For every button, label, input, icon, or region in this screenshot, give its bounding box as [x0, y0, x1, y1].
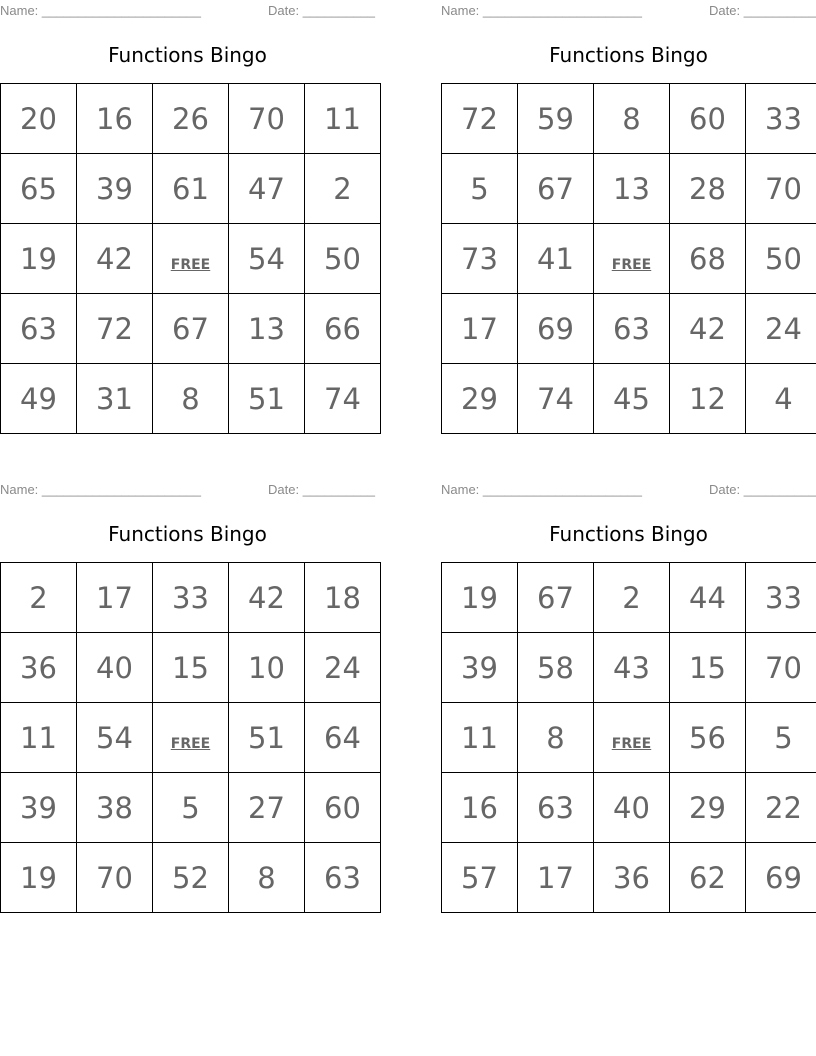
bingo-cell: 70 — [746, 633, 816, 703]
bingo-cell: 11 — [1, 703, 77, 773]
bingo-cell: 66 — [305, 294, 381, 364]
grid-row — [442, 703, 816, 773]
card-title: Functions Bingo — [549, 522, 708, 546]
bingo-cell: 20 — [1, 84, 77, 154]
bingo-cell: 26 — [153, 84, 229, 154]
bingo-cell: 63 — [1, 294, 77, 364]
bingo-cell: 60 — [305, 773, 381, 843]
bingo-cell: 8 — [518, 703, 594, 773]
free-space-cell — [153, 224, 229, 294]
bingo-cell: 64 — [305, 703, 381, 773]
bingo-cell: 40 — [77, 633, 153, 703]
bingo-cell: 42 — [229, 563, 305, 633]
bingo-cell: 45 — [594, 364, 670, 434]
name-date-row — [0, 482, 375, 498]
name-field-label: Name: ______________________ — [0, 3, 201, 18]
name-date-row — [0, 3, 375, 19]
date-field-label: Date: __________ — [268, 3, 375, 18]
bingo-cell: 2 — [1, 563, 77, 633]
free-space-label: FREE — [170, 256, 211, 273]
bingo-cell: 70 — [746, 154, 816, 224]
grid-row — [442, 773, 816, 843]
grid-row — [442, 84, 816, 154]
bingo-cell: 57 — [442, 843, 518, 913]
bingo-cell: 72 — [442, 84, 518, 154]
bingo-cell: 13 — [594, 154, 670, 224]
bingo-cell: 19 — [1, 843, 77, 913]
bingo-cell: 29 — [442, 364, 518, 434]
bingo-cell: 17 — [518, 843, 594, 913]
grid-row — [442, 294, 816, 364]
bingo-cell: 54 — [229, 224, 305, 294]
bingo-cell: 33 — [746, 84, 816, 154]
bingo-cell: 40 — [594, 773, 670, 843]
bingo-cell: 13 — [229, 294, 305, 364]
bingo-cell: 51 — [229, 703, 305, 773]
bingo-cell: 18 — [305, 563, 381, 633]
name-date-row — [441, 3, 816, 19]
bingo-cell: 22 — [746, 773, 816, 843]
bingo-cell: 38 — [77, 773, 153, 843]
bingo-cell: 8 — [594, 84, 670, 154]
grid-row — [1, 563, 381, 633]
bingo-cell: 70 — [229, 84, 305, 154]
bingo-cell: 16 — [77, 84, 153, 154]
bingo-cell: 67 — [518, 154, 594, 224]
bingo-cell: 63 — [305, 843, 381, 913]
bingo-cell: 27 — [229, 773, 305, 843]
grid-row — [1, 84, 381, 154]
bingo-cell: 2 — [305, 154, 381, 224]
bingo-cell: 60 — [670, 84, 746, 154]
free-space-label: FREE — [170, 735, 211, 752]
bingo-cell: 42 — [77, 224, 153, 294]
bingo-cell: 36 — [594, 843, 670, 913]
bingo-cell: 67 — [518, 563, 594, 633]
bingo-cell: 44 — [670, 563, 746, 633]
bingo-cell: 69 — [746, 843, 816, 913]
bingo-cell: 72 — [77, 294, 153, 364]
bingo-cell: 36 — [1, 633, 77, 703]
bingo-cell: 63 — [518, 773, 594, 843]
bingo-cell: 8 — [153, 364, 229, 434]
bingo-cell: 39 — [1, 773, 77, 843]
free-space-cell — [153, 703, 229, 773]
grid-row — [442, 563, 816, 633]
card-title: Functions Bingo — [108, 43, 267, 67]
free-space-cell — [594, 703, 670, 773]
grid-row — [1, 224, 381, 294]
bingo-cell: 10 — [229, 633, 305, 703]
bingo-cell: 5 — [746, 703, 816, 773]
grid-row — [442, 843, 816, 913]
bingo-cell: 58 — [518, 633, 594, 703]
grid-row — [1, 633, 381, 703]
name-field-label: Name: ______________________ — [441, 482, 642, 497]
bingo-cell: 59 — [518, 84, 594, 154]
bingo-cell: 52 — [153, 843, 229, 913]
bingo-cell: 42 — [670, 294, 746, 364]
bingo-cell: 8 — [229, 843, 305, 913]
bingo-cell: 54 — [77, 703, 153, 773]
bingo-cell: 74 — [305, 364, 381, 434]
bingo-cell: 5 — [442, 154, 518, 224]
bingo-cell: 39 — [442, 633, 518, 703]
date-field-label: Date: __________ — [709, 3, 816, 18]
bingo-cell: 17 — [77, 563, 153, 633]
bingo-cell: 62 — [670, 843, 746, 913]
grid-row — [442, 224, 816, 294]
bingo-cell: 15 — [153, 633, 229, 703]
card-title: Functions Bingo — [549, 43, 708, 67]
bingo-cell: 4 — [746, 364, 816, 434]
free-space-label: FREE — [611, 735, 652, 752]
bingo-cell: 19 — [1, 224, 77, 294]
bingo-cell: 17 — [442, 294, 518, 364]
bingo-cell: 28 — [670, 154, 746, 224]
bingo-cell: 33 — [153, 563, 229, 633]
bingo-cell: 73 — [442, 224, 518, 294]
bingo-grid — [441, 83, 816, 434]
bingo-cell: 70 — [77, 843, 153, 913]
bingo-grid — [441, 562, 816, 913]
bingo-cell: 24 — [305, 633, 381, 703]
bingo-grid — [0, 83, 381, 434]
date-field-label: Date: __________ — [268, 482, 375, 497]
free-space-label: FREE — [611, 256, 652, 273]
free-space-cell — [594, 224, 670, 294]
grid-row — [1, 154, 381, 224]
bingo-cell: 49 — [1, 364, 77, 434]
bingo-cell: 11 — [305, 84, 381, 154]
bingo-cell: 12 — [670, 364, 746, 434]
bingo-grid — [0, 562, 381, 913]
grid-row — [442, 633, 816, 703]
bingo-cell: 50 — [746, 224, 816, 294]
bingo-cell: 16 — [442, 773, 518, 843]
bingo-cell: 31 — [77, 364, 153, 434]
bingo-cell: 67 — [153, 294, 229, 364]
bingo-cell: 56 — [670, 703, 746, 773]
bingo-cell: 69 — [518, 294, 594, 364]
bingo-cell: 41 — [518, 224, 594, 294]
bingo-cell: 63 — [594, 294, 670, 364]
bingo-cell: 47 — [229, 154, 305, 224]
bingo-cell: 15 — [670, 633, 746, 703]
grid-row — [1, 843, 381, 913]
grid-row — [1, 773, 381, 843]
bingo-cell: 2 — [594, 563, 670, 633]
bingo-cell: 5 — [153, 773, 229, 843]
bingo-cell: 50 — [305, 224, 381, 294]
date-field-label: Date: __________ — [709, 482, 816, 497]
bingo-cell: 68 — [670, 224, 746, 294]
bingo-cell: 51 — [229, 364, 305, 434]
grid-row — [442, 364, 816, 434]
bingo-cell: 43 — [594, 633, 670, 703]
grid-row — [442, 154, 816, 224]
bingo-cell: 74 — [518, 364, 594, 434]
bingo-cell: 19 — [442, 563, 518, 633]
grid-row — [1, 703, 381, 773]
bingo-cell: 39 — [77, 154, 153, 224]
name-field-label: Name: ______________________ — [0, 482, 201, 497]
bingo-cell: 61 — [153, 154, 229, 224]
bingo-cell: 33 — [746, 563, 816, 633]
grid-row — [1, 294, 381, 364]
bingo-cell: 29 — [670, 773, 746, 843]
grid-row — [1, 364, 381, 434]
bingo-cell: 24 — [746, 294, 816, 364]
name-field-label: Name: ______________________ — [441, 3, 642, 18]
bingo-cell: 65 — [1, 154, 77, 224]
bingo-cell: 11 — [442, 703, 518, 773]
card-title: Functions Bingo — [108, 522, 267, 546]
name-date-row — [441, 482, 816, 498]
